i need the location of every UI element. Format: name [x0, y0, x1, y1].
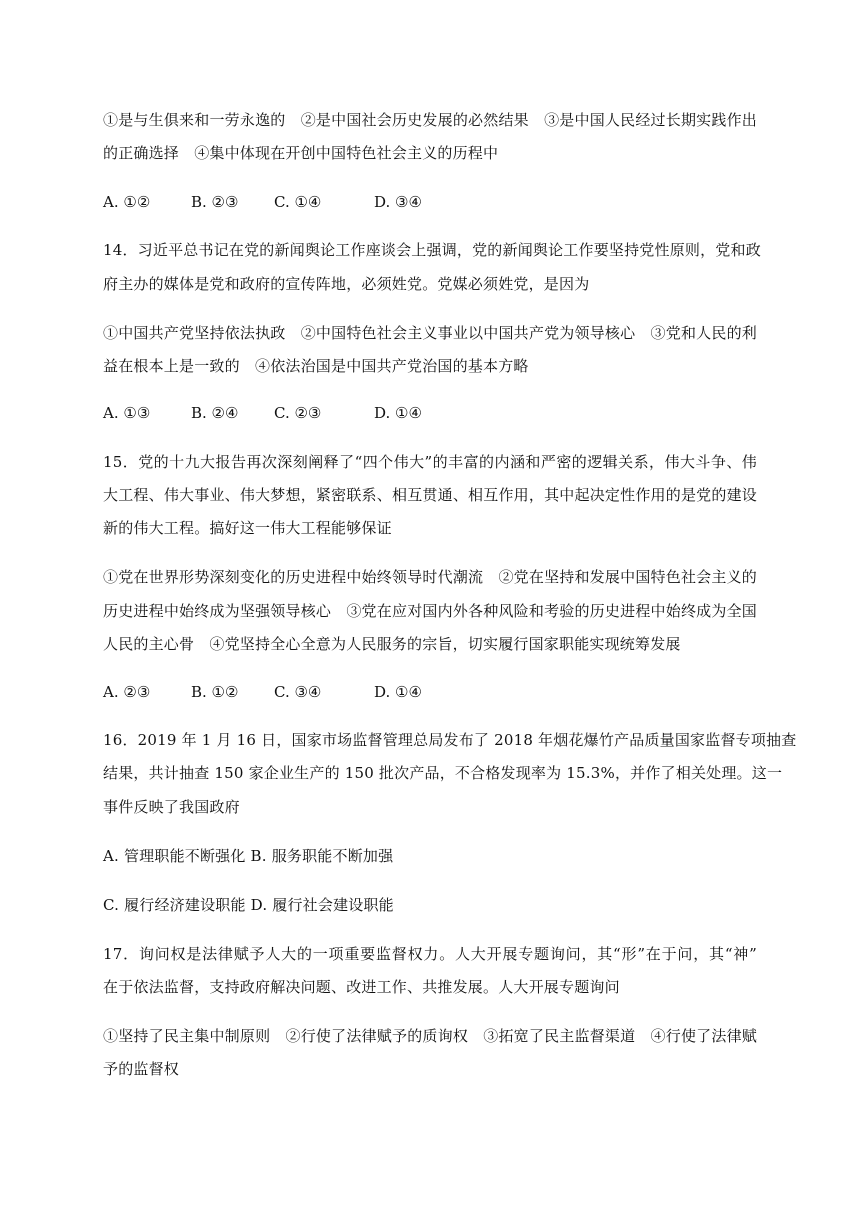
q15-option-b[interactable]: B. ①②	[191, 683, 239, 701]
q17-statements-line-1: ①坚持了民主集中制原则 ②行使了法律赋予的质询权 ③拓宽了民主监督渠道 ④行使了法律赋	[103, 1027, 757, 1045]
q15-statements-line-2: 历史进程中始终成为坚强领导核心 ③党在应对国内外各种风险和考验的历史进程中始终成为全国	[103, 602, 757, 620]
q13-option-a[interactable]: A. ①②	[103, 193, 151, 211]
q15-stem-line-3: 新的伟大工程。搞好这一伟大工程能够保证	[103, 519, 392, 537]
q16-options-line-2[interactable]: C. 履行经济建设职能 D. 履行社会建设职能	[103, 896, 394, 914]
q15-statements-line-1: ①党在世界形势深刻变化的历史进程中始终领导时代潮流 ②党在坚持和发展中国特色社会主义的	[103, 568, 757, 586]
q17-stem-line-1: 17．询问权是法律赋予人大的一项重要监督权力。人大开展专题询问，其“形”在于问，其“神”	[103, 945, 757, 963]
q16-options-line-1[interactable]: A. 管理职能不断强化 B. 服务职能不断加强	[103, 847, 394, 865]
q15-option-c[interactable]: C. ③④	[274, 683, 322, 701]
q16-stem-line-1: 16．2019 年 1 月 16 日，国家市场监督管理总局发布了 2018 年烟花爆竹产品质量国家监督专项抽查	[103, 731, 797, 749]
q14-statements-line-1: ①中国共产党坚持依法执政 ②中国特色社会主义事业以中国共产党为领导核心 ③党和人民的利	[103, 324, 757, 342]
q17-stem-line-2: 在于依法监督，支持政府解决问题、改进工作、共推发展。人大开展专题询问	[103, 978, 620, 996]
q14-stem-line-1: 14．习近平总书记在党的新闻舆论工作座谈会上强调，党的新闻舆论工作要坚持党性原则，党和政	[103, 241, 761, 259]
q15-statements-line-3: 人民的主心骨 ④党坚持全心全意为人民服务的宗旨，切实履行国家职能实现统筹发展	[103, 635, 681, 653]
q13-option-c[interactable]: C. ①④	[274, 193, 322, 211]
q15-options	[103, 682, 422, 702]
q13-statements-line-2: 的正确选择 ④集中体现在开创中国特色社会主义的历程中	[103, 144, 499, 162]
q13-option-b[interactable]: B. ②③	[191, 193, 239, 211]
q14-options	[103, 403, 422, 423]
q14-option-c[interactable]: C. ②③	[274, 404, 322, 422]
q15-stem-line-1: 15．党的十九大报告再次深刻阐释了“四个伟大”的丰富的内涵和严密的逻辑关系，伟大斗争、伟	[103, 453, 757, 471]
q14-statements-line-2: 益在根本上是一致的 ④依法治国是中国共产党治国的基本方略	[103, 357, 529, 375]
q14-option-d[interactable]: D. ①④	[374, 404, 422, 422]
q15-stem-line-2: 大工程、伟大事业、伟大梦想，紧密联系、相互贯通、相互作用，其中起决定性作用的是党的建设	[103, 486, 757, 504]
q15-option-a[interactable]: A. ②③	[103, 683, 151, 701]
q14-option-b[interactable]: B. ②④	[191, 404, 239, 422]
q13-options	[103, 192, 422, 212]
q17-statements-line-2: 予的监督权	[103, 1060, 180, 1078]
q14-option-a[interactable]: A. ①③	[103, 404, 151, 422]
q13-statements-line-1: ①是与生俱来和一劳永逸的 ②是中国社会历史发展的必然结果 ③是中国人民经过长期实践作出	[103, 111, 757, 129]
q16-stem-line-3: 事件反映了我国政府	[103, 798, 240, 816]
q14-stem-line-2: 府主办的媒体是党和政府的宣传阵地，必须姓党。党媒必须姓党，是因为	[103, 275, 590, 293]
q16-stem-line-2: 结果，共计抽查 150 家企业生产的 150 批次产品，不合格发现率为 15.3%，并作了相关处理。这一	[103, 764, 783, 782]
q13-option-d[interactable]: D. ③④	[374, 193, 422, 211]
q15-option-d[interactable]: D. ①④	[374, 683, 422, 701]
